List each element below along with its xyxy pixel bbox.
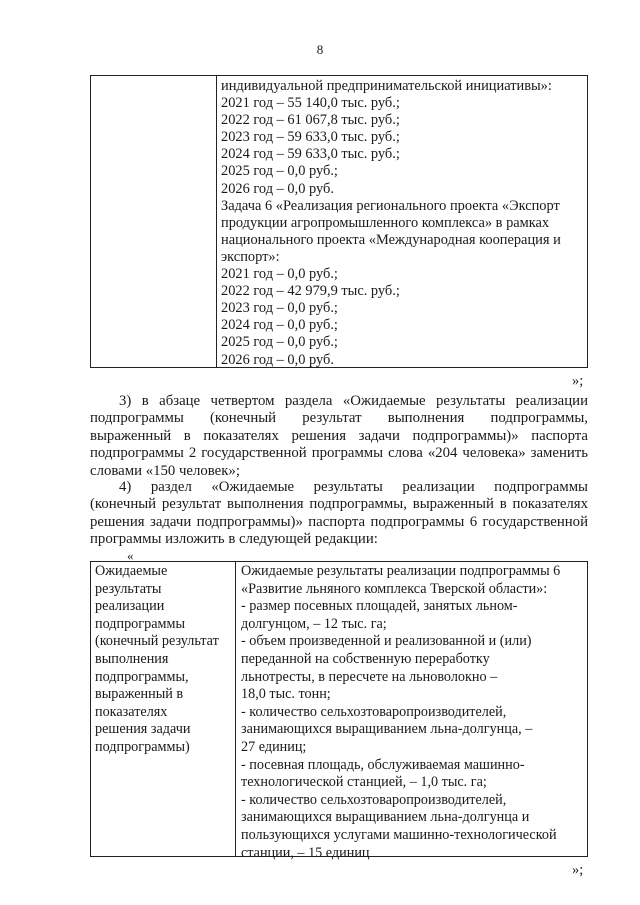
text-line: станции, – 15 единиц <box>241 844 370 861</box>
text-line: подпрограммы <box>95 615 185 632</box>
funding-cell <box>221 78 581 369</box>
text-line: 2021 год – 0,0 руб.; <box>221 266 338 283</box>
text-line: - количество сельхозтоваропроизводителей, <box>241 791 507 808</box>
text-line: долгунцом, – 12 тыс. га; <box>241 615 387 632</box>
section-content-cell <box>241 563 587 862</box>
text-line: 2022 год – 61 067,8 тыс. руб.; <box>221 112 400 129</box>
text-line: 27 единиц; <box>241 738 307 755</box>
text-line: национального проекта «Международная кооперация и <box>221 231 561 248</box>
text-line: (конечный результат выполнения подпрограммы, выраженный в показателях <box>90 496 588 513</box>
text-line: подпрограммы) <box>95 738 190 755</box>
section-title-cell <box>95 563 233 757</box>
text-line: 2021 год – 55 140,0 тыс. руб.; <box>221 95 400 112</box>
text-line: 2022 год – 42 979,9 тыс. руб.; <box>221 283 400 300</box>
text-line: переданной на собственную переработку <box>241 650 490 667</box>
text-line: 2024 год – 0,0 руб.; <box>221 317 338 334</box>
text-line: 2026 год – 0,0 руб. <box>221 351 334 368</box>
text-line: Ожидаемые результаты реализации подпрограммы 6 <box>241 563 561 579</box>
text-line: «Развитие льняного комплекса Тверской области»: <box>241 580 548 597</box>
text-line: подпрограммы (конечный результат выполнения подпрограммы, <box>90 410 588 427</box>
text-line: реализации <box>95 598 165 615</box>
text-line: 2026 год – 0,0 руб. <box>221 180 334 197</box>
text-line: занимающихся выращиванием льна-долгунца и <box>241 809 530 826</box>
text-line: - объем произведенной и реализованной и (или) <box>241 633 532 650</box>
table-column-divider <box>216 76 217 367</box>
text-line: индивидуальной предпринимательской инициативы»: <box>221 78 552 94</box>
opening-quote: « <box>127 548 134 563</box>
text-line: Задача 6 «Реализация регионального проекта «Экспорт <box>221 197 560 214</box>
text-line: - посевная площадь, обслуживаемая машинно- <box>241 756 525 773</box>
text-line: - количество сельхозтоваропроизводителей, <box>241 703 507 720</box>
text-line: результаты <box>95 580 162 597</box>
text-line: 18,0 тыс. тонн; <box>241 686 331 703</box>
text-line: льнотресты, в пересчете на льноволокно – <box>241 668 498 685</box>
text-line: 2025 год – 0,0 руб.; <box>221 334 338 351</box>
text-line: продукции агропромышленного комплекса» в рамках <box>221 214 550 231</box>
paragraph-item-4 <box>90 479 588 549</box>
text-line: занимающихся выращиванием льна-долгунца, – <box>241 721 533 738</box>
table-column-divider <box>235 562 236 856</box>
text-line: программы изложить в следующей редакции: <box>90 531 378 548</box>
expected-results-table <box>90 561 588 861</box>
text-line: пользующихся услугами машинно-технологической <box>241 826 557 843</box>
closing-quote: »; <box>572 373 584 389</box>
text-line: технологической станцией, – 1,0 тыс. га; <box>241 774 487 791</box>
text-line: Ожидаемые <box>95 563 168 579</box>
text-line: 2023 год – 0,0 руб.; <box>221 300 338 317</box>
text-line: 2023 год – 59 633,0 тыс. руб.; <box>221 129 400 146</box>
text-line: - размер посевных площадей, занятых льном- <box>241 598 518 615</box>
text-line: решения задачи <box>95 721 191 738</box>
text-line: 3) в абзаце четвертом раздела «Ожидаемые результаты реализации <box>119 393 588 409</box>
text-line: (конечный результат <box>95 633 219 650</box>
text-line: словами «150 человек»; <box>90 462 240 479</box>
text-line: 2024 год – 59 633,0 тыс. руб.; <box>221 146 400 163</box>
text-line: экспорт»: <box>221 248 280 265</box>
paragraph-item-3 <box>90 393 588 480</box>
text-line: выраженный в показателях решения задачи подпрограммы)» паспорта <box>90 427 588 444</box>
funding-table <box>90 75 588 368</box>
text-line: выполнения <box>95 650 169 667</box>
text-line: подпрограммы, <box>95 668 189 685</box>
text-line: показателях <box>95 703 168 720</box>
closing-quote: »; <box>572 862 584 878</box>
text-line: выраженный в <box>95 686 184 703</box>
text-line: подпрограммы 2 государственной программы слова «204 человека» заменить <box>90 445 588 462</box>
page-number: 8 <box>316 42 324 57</box>
text-line: 4) раздел «Ожидаемые результаты реализации подпрограммы <box>119 479 588 495</box>
text-line: 2025 год – 0,0 руб.; <box>221 163 338 180</box>
text-line: решения задачи подпрограммы)» паспорта подпрограммы 6 государственной <box>90 513 588 530</box>
